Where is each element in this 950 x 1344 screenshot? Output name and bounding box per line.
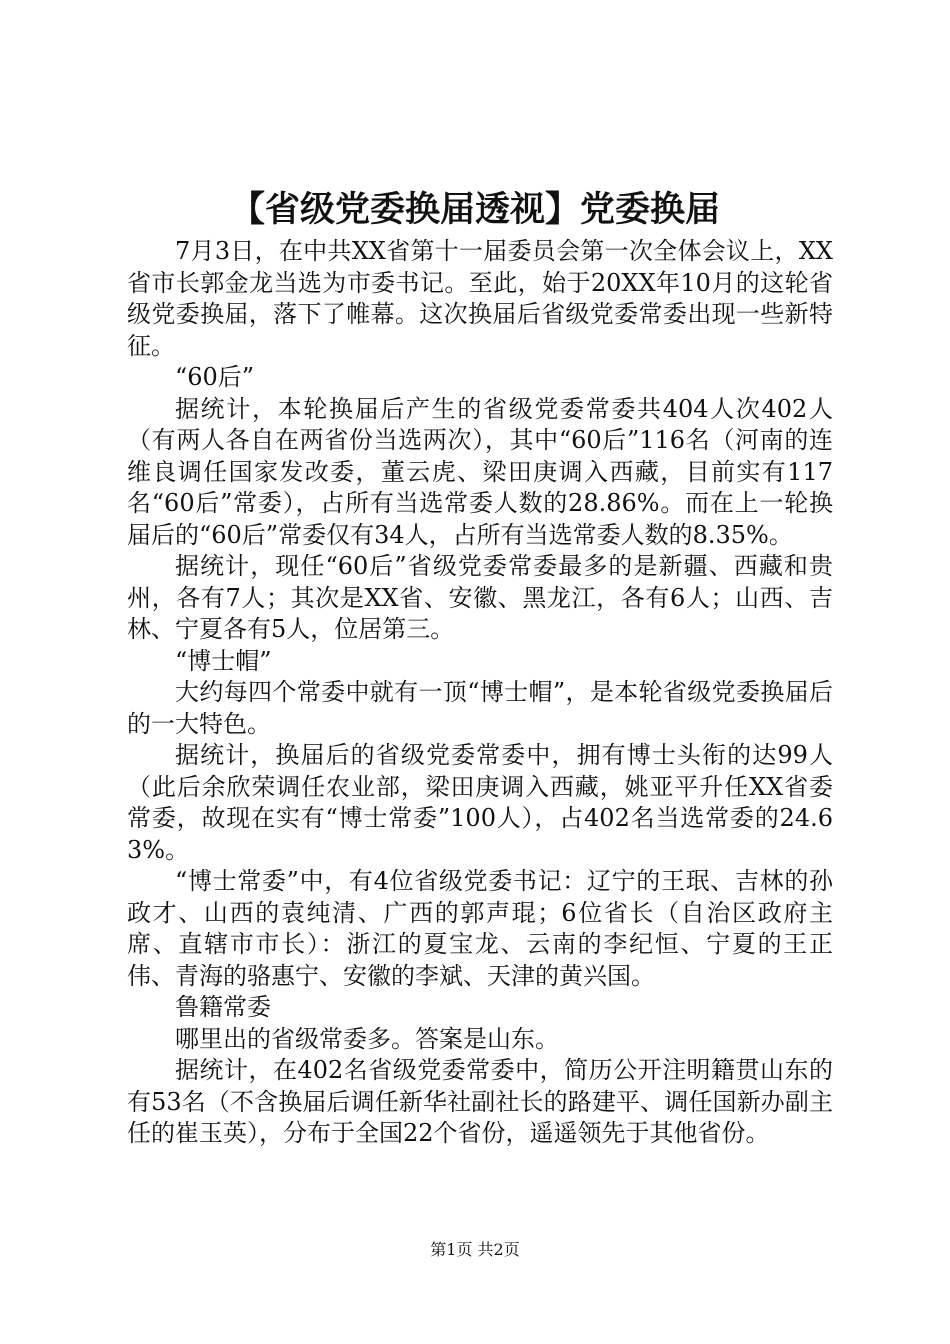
- paragraph: 据统计，换届后的省级党委常委中，拥有博士头衔的达99人（此后余欣荣调任农业部，梁田庚调入西藏，姚亚平升任XX省委常委，故现在实有“博士常委”100人），占402名当选常委的24.63%。: [127, 741, 833, 864]
- paragraph: 哪里出的省级常委多。答案是山东。: [175, 1024, 559, 1053]
- paragraph: 据统计，本轮换届后产生的省级党委常委共404人次402人（有两人各自在两省份当选两次），其中“60后”116名（河南的连维良调任国家发改委，董云虎、梁田庚调入西藏，目前实有117名“60后”常委），占所有当选常委人数的28.86%。而在上一轮换届后的“60后”常委仅有34人，占所有当选常委人数的8.35%。: [127, 394, 833, 549]
- section-heading-shandong: 鲁籍常委: [175, 993, 271, 1021]
- document-title: 【省级党委换届透视】党委换届: [229, 189, 720, 230]
- section-heading-doctorate: “博士帽”: [175, 646, 272, 675]
- paragraph: 据统计，在402名省级党委常委中，简历公开注明籍贯山东的有53名（不含换届后调任新华社副社长的路建平、调任国新办副主任的崔玉英），分布于全国22个省份，遥遥领先于其他省份。: [127, 1056, 833, 1147]
- page-footer: 第1页 共2页: [430, 1240, 520, 1259]
- paragraph: 大约每四个常委中就有一顶“博士帽”，是本轮省级党委换届后的一大特色。: [127, 678, 833, 738]
- paragraph-intro: 7月3日，在中共XX省第十一届委员会第一次全体会议上，XX省市长郭金龙当选为市委书记。至此，始于20XX年10月的这轮省级党委换届，落下了帷幕。这次换届后省级党委常委出现一些新特征。: [127, 237, 833, 360]
- paragraph: “博士常委”中，有4位省级党委书记：辽宁的王珉、吉林的孙政才、山西的袁纯清、广西的郭声琨；6位省长（自治区政府主席、直辖市市长）：浙江的夏宝龙、云南的李纪恒、宁夏的王正伟、青海的骆惠宁、安徽的李斌、天津的黄兴国。: [127, 867, 833, 990]
- paragraph: 据统计，现任“60后”省级党委常委最多的是新疆、西藏和贵州，各有7人；其次是XX省、安徽、黑龙江，各有6人；山西、吉林、宁夏各有5人，位居第三。: [127, 552, 833, 643]
- section-heading-60s: “60后”: [175, 363, 255, 391]
- document-body: [127, 236, 833, 1150]
